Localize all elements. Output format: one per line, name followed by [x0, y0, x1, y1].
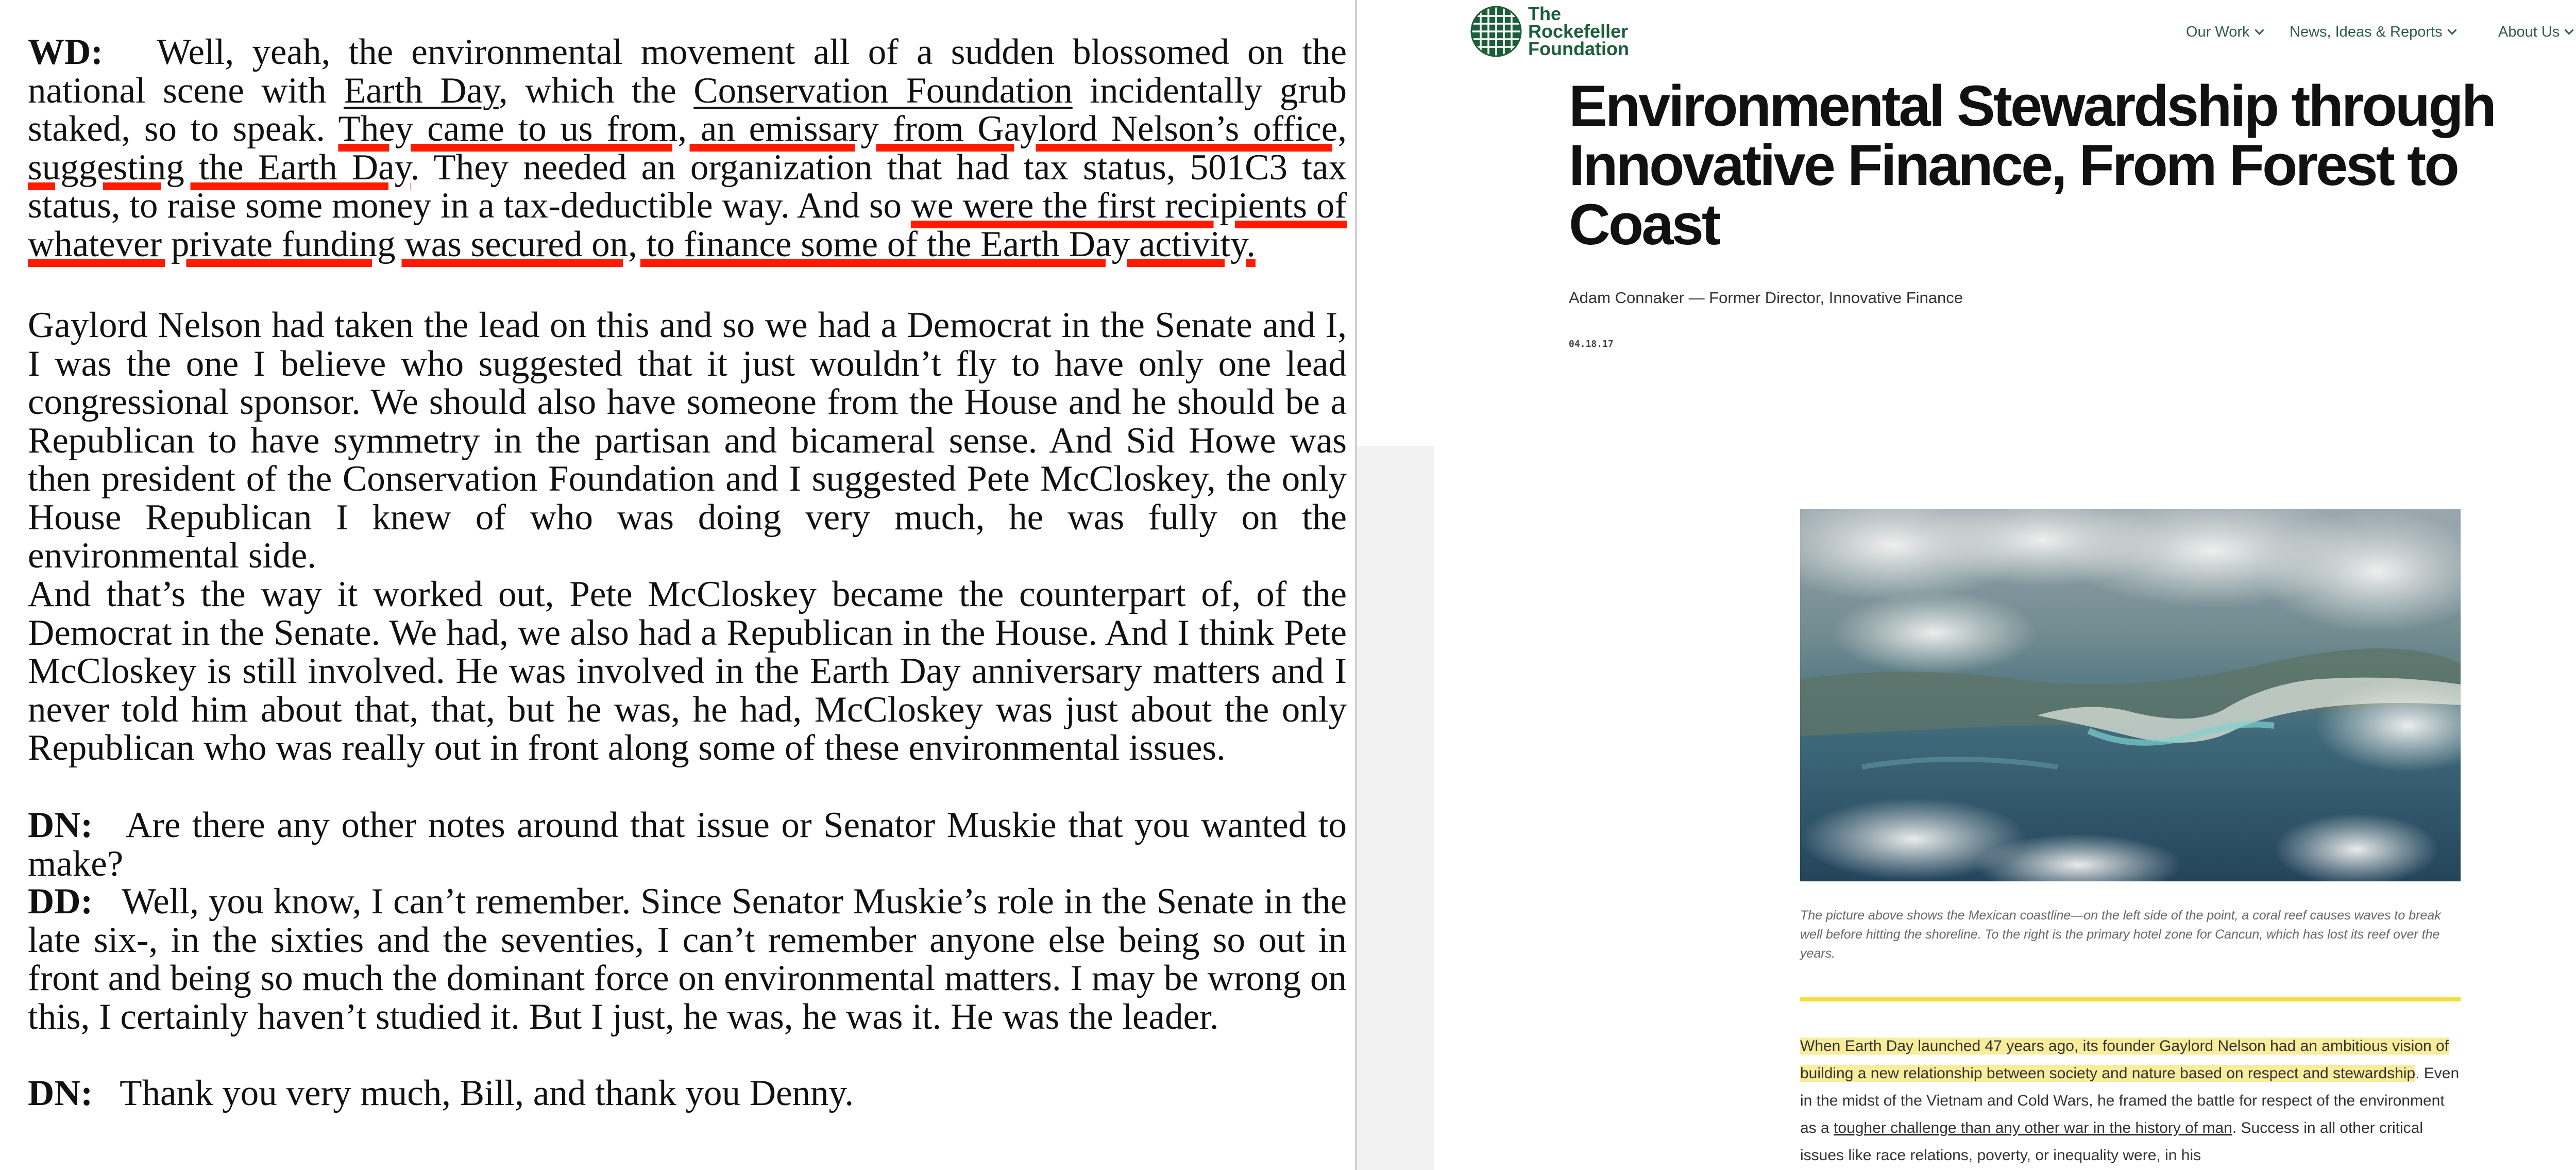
transcript-paragraph-dn-thanks: DN: Thank you very much, Bill, and thank you Denny. — [28, 1073, 854, 1113]
chevron-down-icon — [2447, 25, 2456, 35]
speaker-label: DN: — [28, 805, 93, 845]
article-date: 04.18.17 — [1569, 339, 1614, 349]
underlined-conservation-foundation: Conservation Foundation — [693, 70, 1073, 111]
transcript-paragraph-nelson: Gaylord Nelson had taken the lead on this and so we had a Democrat in the Senate and I, I was the one I believe who suggested that it just wouldn’t fly to have only one lead congressional sponsor. We should also have someone from the House and he should be a Republican to have symmetry in the partisan and bicameral sense. And Sid Howe was then president of the Conservation Foundation and I suggested Pete McCloskey, the only House Republican I knew of who was doing very much, he was fully on the environmental side. — [28, 305, 1347, 576]
red-highlight-first-recipients: we were the first recipients of whatever private funding was secured on, to finance some of the Earth Day activity. — [28, 186, 1347, 264]
speaker-label: DN: — [28, 1073, 93, 1113]
page-gutter — [1357, 446, 1434, 1170]
site-logo[interactable] — [1470, 5, 1629, 58]
article-link[interactable]: tougher challenge than any other war in the history of man — [1834, 1119, 2232, 1136]
nav-our-work[interactable]: Our Work — [2186, 24, 2263, 41]
nav-news-ideas-reports[interactable]: News, Ideas & Reports — [2290, 24, 2455, 41]
article-body: When Earth Day launched 47 years ago, its founder Gaylord Nelson had an ambitious vision of building a new relationship between society and nature based on respect and stewardship. Even in the midst of the Vietnam and Cold Wars, he framed the battle for respect of the environment as a tougher challenge than any other war in the history of man. Success in all other critical issues like race relations, poverty, or inequality were, in his — [1800, 1038, 2460, 1164]
yellow-divider — [1800, 997, 2461, 1001]
speaker-label: WD: — [28, 32, 103, 72]
globe-icon — [1470, 6, 1522, 57]
chevron-down-icon — [2255, 25, 2264, 35]
speaker-label: DD: — [28, 881, 93, 922]
red-highlight-emissary: They came to us from, an emissary from Gaylord Nelson’s office, suggesting the Earth Day — [28, 109, 1347, 188]
chevron-down-icon — [2565, 25, 2574, 35]
article-byline: Adam Connaker — Former Director, Innovative Finance — [1569, 289, 1963, 307]
logo-wordmark: The Rockefeller Foundation — [1528, 3, 1629, 59]
transcript-paragraph-dd: DD: Well, you know, I can’t remember. Since Senator Muskie’s role in the Senate in the late six-, in the sixties and the seventies, I can’t remember anyone else being so out in front and being so much the dominant force on environmental matters. I may be wrong on this, I certainly haven’t studied it. But I just, he was, he was it. He was the leader. — [28, 881, 1347, 1037]
highlighted-text: When Earth Day launched 47 years ago, its founder Gaylord Nelson had an ambitious vision of building a new relationship between society and nature based on respect and stewardship — [1800, 1038, 2449, 1082]
transcript-paragraph-dn-question: DN: Are there any other notes around that issue or Senator Muskie that you wanted to make? — [28, 805, 1347, 884]
transcript-paragraph-mccloskey: And that’s the way it worked out, Pete McCloskey became the counterpart of, of the Democrat in the Senate. We had, we also had a Republican in the House. And I think Pete McCloskey is still involved. He was involved in the Earth Day anniversary matters and I never told him about that, that, but he was, he had, McCloskey was just about the only Republican who was really out in front along some of these environmental issues. — [28, 574, 1347, 768]
underlined-earth-day: Earth Day — [343, 70, 499, 111]
transcript-paragraph-wd: WD: Well, yeah, the environmental movement all of a sudden blossomed on the national scene with Earth Day, which the Conservation Foundation incidentally grub staked, so to speak. They came to us from, an emissary from Gaylord Nelson’s office, suggesting the Earth Day. They needed an organization that had tax status, 501C3 tax status, to raise some money in a tax-deductible way. And so we were the first recipients of whatever private funding was secured on, to finance some of the Earth Day activity. — [28, 32, 1347, 264]
nav-about-us[interactable]: About Us — [2498, 24, 2572, 41]
hero-coastline-photo — [1800, 509, 2461, 881]
article-webpage — [1357, 0, 2576, 1170]
article-title: Environmental Stewardship through Innovative Finance, From Forest to Coast — [1569, 74, 2495, 257]
photo-caption: The picture above shows the Mexican coastline—on the left side of the point, a coral reef causes waves to break well before hitting the shoreline. To the right is the primary hotel zone for Cancun, which has lost its reef over the years. — [1800, 908, 2441, 961]
